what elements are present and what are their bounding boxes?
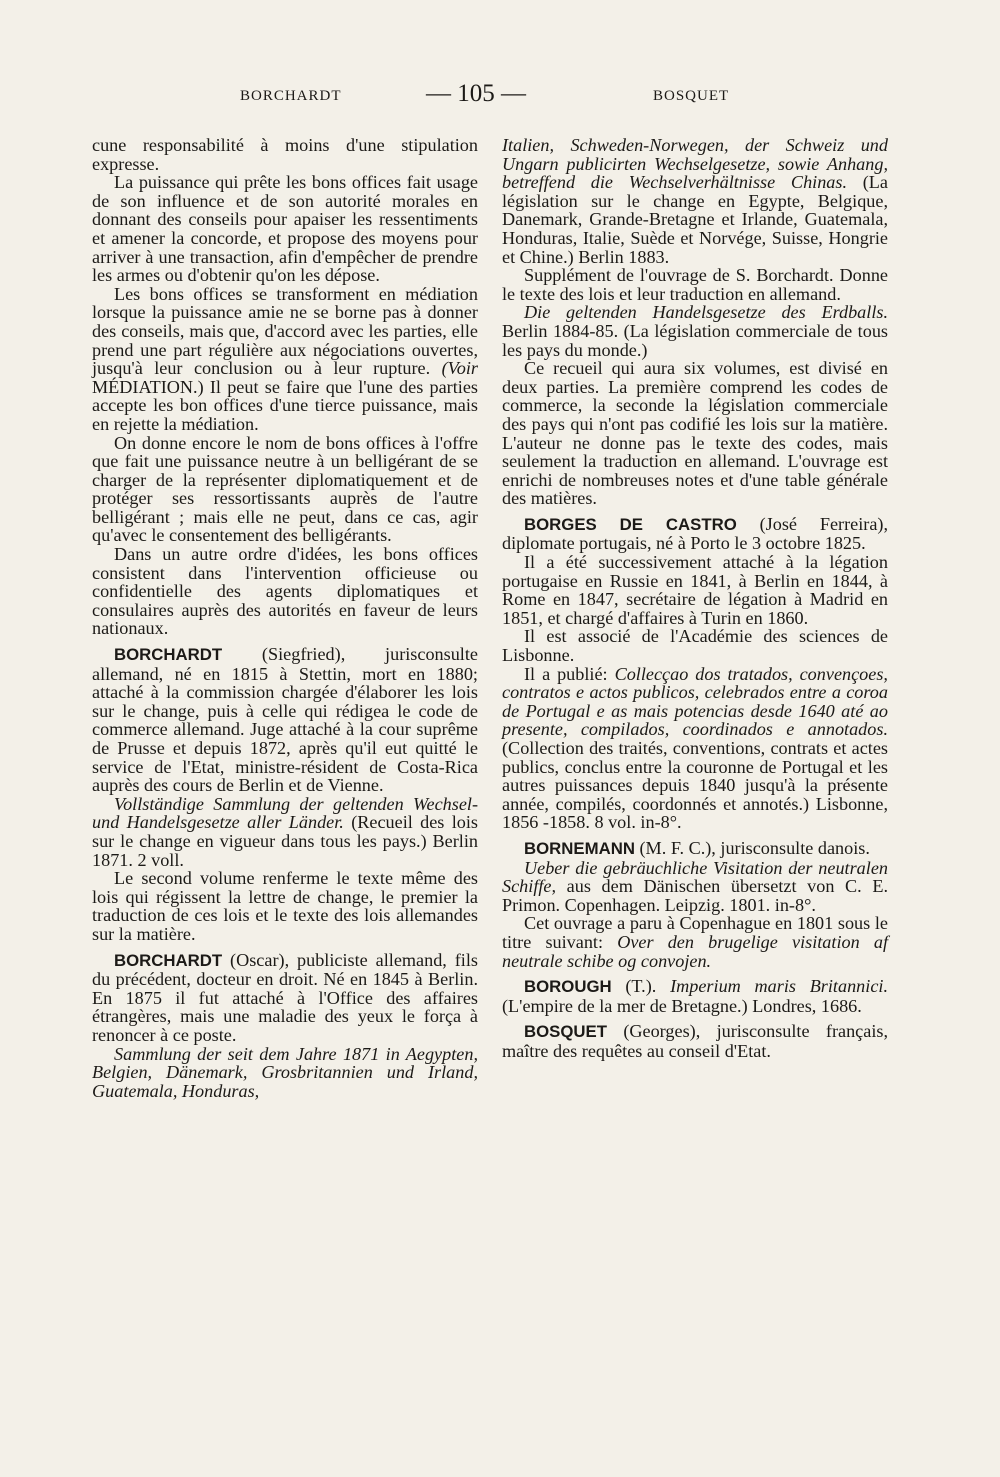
- entry-bornemann: [502, 839, 888, 859]
- entry-text: (Oscar), publiciste allemand, fils du précédent, docteur en droit. Né en 1845 à Berlin. En 1875 il fut attaché à l'Office des affaires étrangères, mais une maladie des yeux le força à renoncer à ce poste.: [92, 949, 478, 1045]
- paragraph: Dans un autre ordre d'idées, les bons offices consistent dans l'intervention officieuse ou confidentielle des agents diplomatiques et consulaires auprès des autorités en faveur de leurs nationaux.: [92, 544, 478, 639]
- work-note: Berlin 1884-85. (La législation commerciale de tous les pays du monde.): [502, 320, 888, 360]
- bibliography-item: [92, 1045, 478, 1101]
- entry-text: (José Ferreira), diplomate portugais, né à Porto le 3 octobre 1825.: [502, 513, 888, 554]
- running-header: [0, 80, 1000, 110]
- entry-headword: BORCHARDT: [114, 645, 223, 665]
- work-title: Italien, Schweden-Norwegen, der Schweiz und Ungarn publicirten Wechselgesetze, sowie Anhang, betreffend die Wechselverhältnisse Chinas.: [502, 135, 888, 193]
- header-first-entry: BORCHARDT: [240, 88, 342, 104]
- work-title: Imperium maris Britannici.: [670, 976, 888, 997]
- paragraph: [92, 285, 478, 434]
- entry-headword: BOROUGH: [524, 977, 612, 997]
- work-note: (L'empire de la mer de Bretagne.) Londres, 1686.: [502, 995, 862, 1016]
- work-title: Die geltenden Handelsgesetze des Erdballs.: [524, 302, 888, 323]
- bibliography-item: [502, 665, 888, 832]
- work-note: (Recueil des lois sur le change en vigueur dans tous les pays.) Berlin 1871. 2 voll.: [92, 812, 478, 870]
- header-last-entry: BOSQUET: [653, 88, 730, 104]
- paragraph-text: MÉDIATION.) Il peut se faire que l'une des parties accepte les bon offices d'une tierce puissance, mais en rejette la médiation.: [92, 376, 478, 434]
- entry-bosquet: [502, 1022, 888, 1060]
- work-note: (La législation sur le change en Egypte, Belgique, Danemark, Grande-Bretagne et Irlande, Guatemala, Honduras, Italie, Suède et Norvége, Suisse, Hongrie et Chine.) Berlin 1883.: [502, 172, 888, 267]
- bibliography-item: [92, 795, 478, 869]
- paragraph: cune responsabilité à moins d'une stipulation expresse.: [92, 135, 478, 174]
- page-number: — 105 —: [426, 80, 526, 107]
- work-note: aus dem Dänischen übersetzt von C. E. Primon. Copenhagen. Leipzig. 1801. in-8°.: [502, 876, 888, 915]
- entry-headword: BORNEMANN: [524, 838, 635, 858]
- paragraph: La puissance qui prête les bons offices fait usage de son influence et de son autorité morales en donnant des conseils pour apaiser les ressentiments et amener la concorde, et propose des moyens pour arriver à une transaction, afin d'empêcher de prendre les armes ou d'obtenir qu'on les dépose.: [92, 172, 478, 286]
- entry-borough: [502, 977, 888, 1015]
- paragraph: Supplément de l'ouvrage de S. Borchardt. Donne le texte des lois et leur traduction en allemand.: [502, 265, 888, 304]
- bibliography-item: [502, 303, 888, 359]
- entry-headword: BOSQUET: [524, 1022, 607, 1042]
- work-title: Ueber die gebräuchliche Visitation der neutralen Schiffe,: [502, 857, 888, 897]
- entry-text: (Georges), jurisconsulte français, maître des requêtes au conseil d'Etat.: [502, 1021, 888, 1061]
- entry-borchardt-oscar: [92, 951, 478, 1045]
- paragraph-text: Les bons offices se transforment en médiation lorsque la puissance amie ne se borne pas à donner des conseils, mais que, d'accord avec les parties, elle prend une part régulière aux négociations ouvertes, jusqu'à leur conclusion ou à leur rupture.: [92, 283, 478, 379]
- entry-headword: BORCHARDT: [114, 950, 223, 970]
- entry-headword: BORGES DE CASTRO: [524, 514, 737, 534]
- paragraph-text: Cet ouvrage a paru à Copenhague en 1801 sous le titre suivant:: [502, 913, 888, 952]
- entry-text: (T.).: [611, 976, 671, 997]
- paragraph-text: Il a publié:: [524, 663, 615, 684]
- paragraph: Il est associé de l'Académie des sciences de Lisbonne.: [502, 626, 888, 666]
- paragraph: Le second volume renferme le texte même des lois qui régissent la lettre de change, le premier la traduction de ces lois et le texte des lois allemandes sur la matière.: [92, 868, 478, 944]
- right-column: [502, 136, 888, 1061]
- paragraph: [502, 914, 888, 970]
- paragraph: Ce recueil qui aura six volumes, est divisé en deux parties. La première comprend les codes de commerce, la seconde la législation commerciale des pays qui n'ont pas codifié les lois sur la matière. L'auteur ne donne pas le texte des codes, mais seulement la traduction en allemand. L'ouvrage est enrichi de nombreuses notes et d'une table générale des matières.: [502, 358, 888, 509]
- work-title: Vollständige Sammlung der geltenden Wechsel- und Handelsgesetze aller Länder.: [92, 793, 478, 833]
- paragraph: Il a été successivement attaché à la légation portugaise en Russie en 1841, à Berlin en 1844, à Rome en 1847, secrétaire de légation à Madrid en 1851, et chargé d'affaires à Turin en 1860.: [502, 552, 888, 628]
- left-column: [92, 136, 478, 1100]
- bibliography-item: [502, 136, 888, 266]
- entry-borchardt-siegfried: [92, 645, 478, 795]
- entry-text: (M. F. C.), jurisconsulte danois.: [634, 837, 870, 858]
- bibliography-item: [502, 859, 888, 915]
- entry-text: (Siegfried), jurisconsulte allemand, né en 1815 à Stettin, mort en 1880; attaché à la commission chargée d'élaborer les lois sur le change, puis à celle qui rédigea le code de commerce allemand. Juge attaché à la cour suprême de Prusse et depuis 1872, après qu'il eut quitté le service de l'Etat, ministre-résident de Costa-Rica auprès des cours de Berlin et de Vienne.: [92, 644, 478, 796]
- cross-reference: (Voir: [441, 358, 478, 379]
- work-title: Sammlung der seit dem Jahre 1871 in Aegypten, Belgien, Dänemark, Grosbritannien und Irland, Guatemala, Honduras,: [92, 1043, 478, 1101]
- work-title: Over den brugelige visitation af neutrale schibe og convojen.: [502, 931, 888, 971]
- work-note: (Collection des traités, conventions, contrats et actes publics, conclus entre la couronne de Portugal et les autres puissances depuis 1840 jusqu'à la présente année, compilés, coordonnés et annotés.) Lisbonne, 1856 -1858. 8 vol. in-8°.: [502, 738, 888, 833]
- work-title: Collecçao dos tratados, convençoes, contratos e actos publicos, celebrados entre a coroa de Portugal e as mais potencias desde 1640 até ao presente, compilados, coordinados e annotados.: [502, 663, 888, 740]
- entry-borges-de-castro: [502, 515, 888, 553]
- paragraph: On donne encore le nom de bons offices à l'offre que fait une puissance neutre à un belligérant de se charger de la représenter diplomatiquement et de protéger ses ressortissants auprès de l'autre belligérant ; mais elle ne peut, dans ce cas, agir qu'avec le consentement des belligérants.: [92, 432, 478, 546]
